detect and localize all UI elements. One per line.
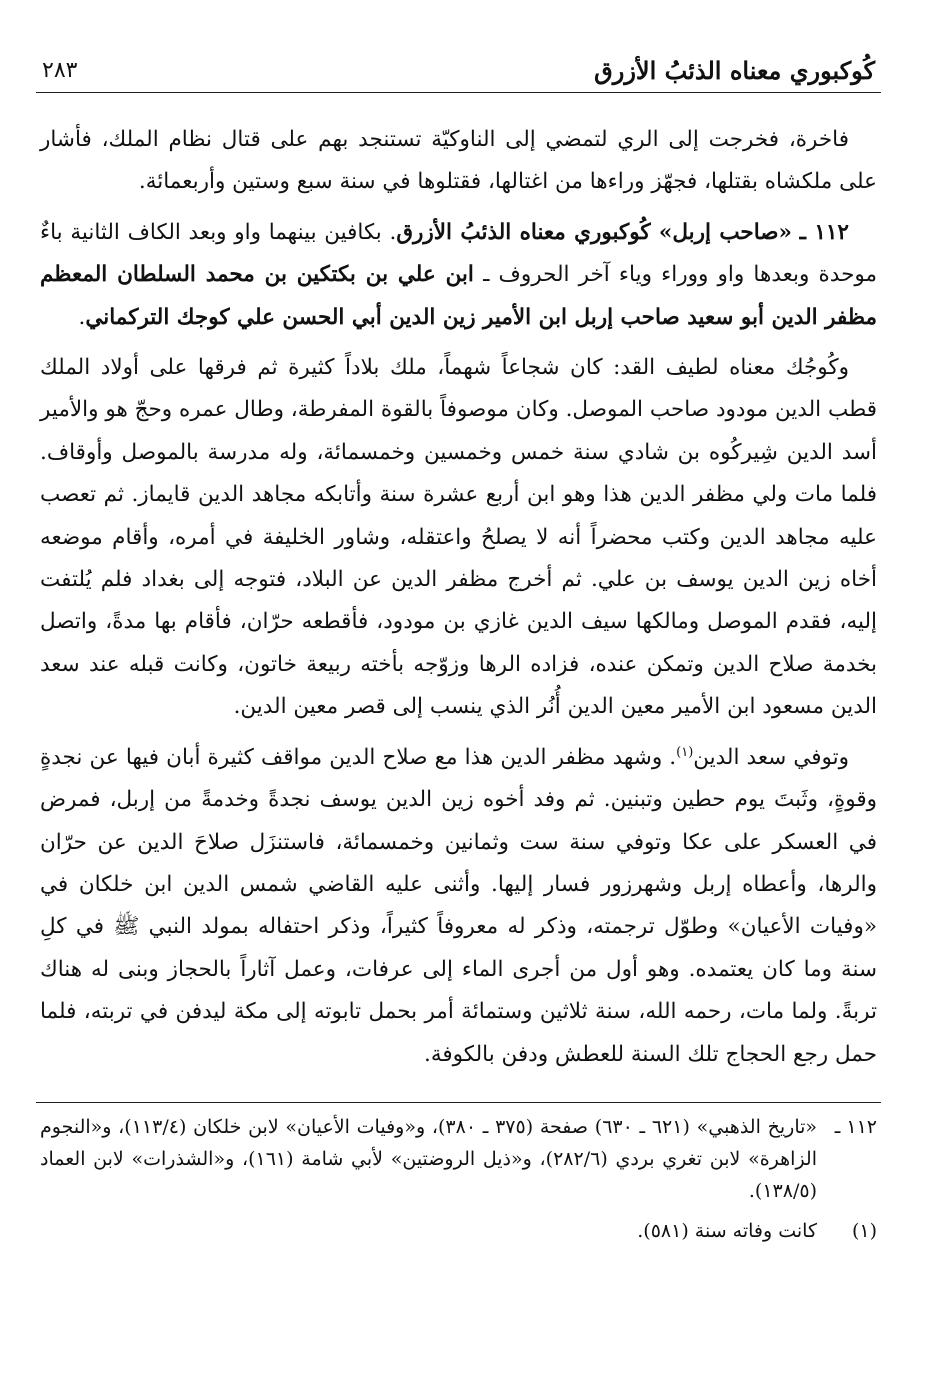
footnote-sources	[40, 1111, 877, 1207]
page-number: ٢٨٣	[42, 58, 78, 83]
paragraph-continuation: فاخرة، فخرجت إلى الري لتمضي إلى الناوكيّة تستنجد بهم على قتال نظام الملك، فأشار على ملكشاه بقتلها، فجهّز وراءها من اغتالها، فقتلوها في سنة سبع وستين وأربعمائة.	[40, 127, 877, 195]
footnote-text: كانت وفاته سنة (٥٨١).	[637, 1219, 817, 1242]
book-page	[36, 40, 881, 1360]
running-header	[36, 40, 881, 93]
footnote-number: ١١٢ ـ	[834, 1115, 877, 1138]
entry-full-name: ابن علي بن بكتكين بن محمد السلطان المعظم مظفر الدين أبو سعيد صاحب إربل ابن الأمير زين الدين أبي الحسن علي كوجك التركماني	[40, 262, 877, 330]
entry-paragraph	[40, 212, 877, 339]
death-paragraph-rest: . وشهد مظفر الدين هذا مع صلاح الدين مواقف كثيرة أبان فيها عن نجدةٍ وقوةٍ، وثَبتَ يوم حطين وتبنين. ثم وفد أخوه زين الدين يوسف نجدةً وخدمةً من إربل، فمرض في العسكر على عكا وتوفي سنة ست وثمانين وخمسمائة، فاستنزَل صلاحَ الدين عن حرّان والرها، وأعطاه إربل وشهرزور فسار إليها. وأثنى عليه القاضي شمس الدين ابن خلكان في «وفيات الأعيان» وطوّل ترجمته، وذكر له معروفاً كثيراً، وذكر احتفاله بمولد النبي ﷺ في كلِ سنة وما كان يعتمده. وهو أول من أجرى الماء إلى عرفات، وعمل آثاراً بالحجاز وبنى له هناك تربةً. ولما مات، رحمه الله، سنة ثلاثين وستمائة أمر بحمل تابوته إلى مكة ليدفن في تربته، فلما حمل رجع الحجاج تلك السنة للعطش ودفن بالكوفة.	[40, 744, 877, 1067]
footnote-divider	[36, 1102, 881, 1103]
footnotes	[36, 1111, 881, 1247]
biography-paragraph: وكُوجُك معناه لطيف القد: كان شجاعاً شهماً، ملك بلاداً كثيرة ثم فرقها على أولاد الملك قطب الدين مودود صاحب الموصل. وكان موصوفاً بالقوة المفرطة، وطال عمره وحجّ هو والأمير أسد الدين شِيركُوه بن شادي سنة خمس وخمسين وخمسمائة، وله مدرسة بالموصل وأوقاف. فلما مات ولي مظفر الدين هذا وهو ابن أربع عشرة سنة وأتابكه مجاهد الدين قايماز. ثم تعصب عليه مجاهد الدين وكتب محضراً أنه لا يصلحُ واعتقله، وشاور الخليفة في أمره، وأقام موضعه أخاه زين الدين يوسف بن علي. ثم أخرج مظفر الدين عن البلاد، فتوجه إلى بغداد فلم يُلتفت إليه، فقدم الموصل ومالكها سيف الدين غازي بن مودود، فأقطعه حرّان، فأقام بها مدةً، واتصل بخدمة صلاح الدين وتمكن عنده، فزاده الرها وزوّجه بأخته ربيعة خاتون، وكانت قبله عند سعد الدين مسعود ابن الأمير معين الدين أُنُر الذي ينسب إلى قصر معين الدين.	[40, 355, 877, 720]
entry-heading: «صاحب إربل» كُوكبوري معناه الذئبُ الأزرق	[396, 219, 792, 245]
footnote-death-date	[40, 1215, 877, 1247]
entry-text: . بكافين بينهما واو وبعد الكاف الثانية باءٌ موحدة وبعدها واو ووراء وياء آخر الحروف ـ	[40, 219, 877, 288]
running-title: كُوكبوري معناه الذئبُ الأزرق	[594, 56, 875, 85]
entry-number: ١١٢ ـ	[799, 219, 849, 245]
footnote-reference: (١)	[676, 744, 694, 760]
footnote-text: «تاريخ الذهبي» (٦٢١ ـ ٦٣٠) صفحة (٣٧٥ ـ ٣٨٠)، و«وفيات الأعيان» لابن خلكان (١١٣/٤)، و«النجوم الزاهرة» لابن تغري بردي (٢٨٢/٦)، و«ذيل الروضتين» لأبي شامة (١٦١)، و«الشذرات» لابن العماد (١٣٨/٥).	[40, 1115, 818, 1202]
footnote-number: (١)	[851, 1219, 877, 1242]
death-paragraph	[40, 737, 877, 1076]
entry-end: .	[78, 304, 86, 330]
death-paragraph-start: وتوفي سعد الدين	[693, 744, 849, 770]
main-text	[36, 119, 881, 1076]
